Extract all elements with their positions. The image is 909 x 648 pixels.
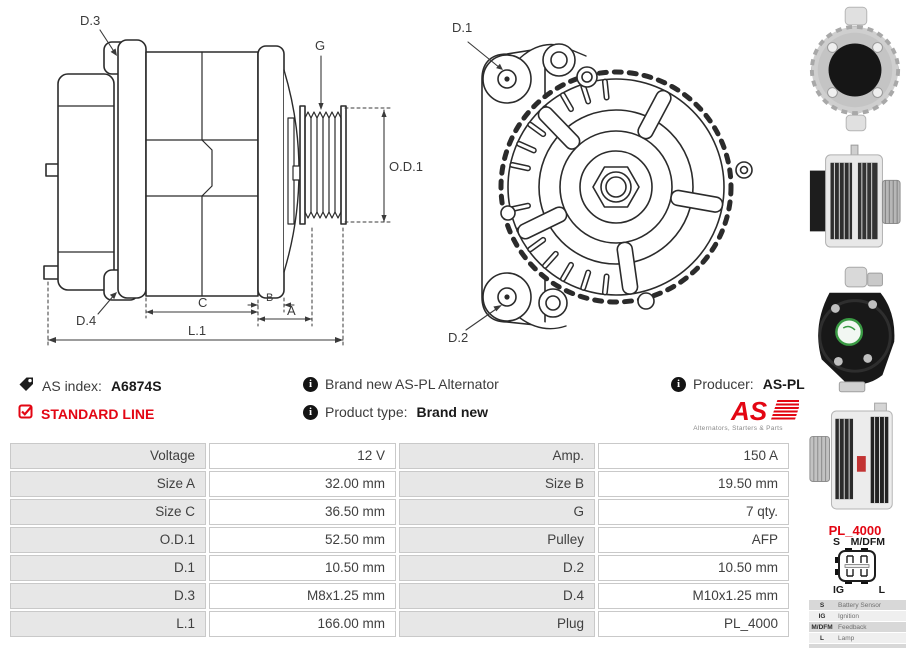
as-index-row: [18, 376, 162, 396]
dim-label-g: G: [315, 38, 326, 53]
legend-key: M/DFM: [811, 623, 833, 631]
standard-line-label: STANDARD LINE: [41, 405, 155, 422]
spec-label: Size A: [10, 471, 206, 497]
standard-line-row: [18, 404, 154, 423]
dim-label-c: C: [198, 295, 208, 310]
pin-label-s: S: [833, 536, 841, 548]
spec-value: 52.50 mm: [209, 527, 396, 553]
plug-pins-top: [833, 536, 885, 548]
spec-value: 150 A: [598, 443, 789, 469]
producer-row: [671, 376, 805, 392]
info-icon: i: [303, 405, 318, 420]
spec-label: Plug: [399, 611, 595, 637]
pin-label-mdfm: M/DFM: [850, 536, 885, 548]
side-view-diagram: [44, 40, 346, 300]
legend-value: Ignition: [838, 612, 859, 620]
as-logo-tagline: Alternators, Starters & Parts: [693, 425, 783, 432]
front-view-diagram: [482, 44, 752, 329]
dim-label-d2: D.2: [448, 330, 469, 345]
dim-label-a: A: [287, 303, 296, 318]
spec-label: Voltage: [10, 443, 206, 469]
product-photo-rear[interactable]: [806, 264, 904, 396]
spec-value: 10.50 mm: [209, 555, 396, 581]
product-type-row: [303, 404, 488, 420]
as-logo-text: AS: [731, 396, 768, 426]
legend-row: [809, 633, 906, 643]
plug-legend: [809, 600, 906, 648]
dim-label-b: B: [266, 292, 274, 304]
as-index-label: AS index:: [42, 378, 102, 394]
spec-label: Pulley: [399, 527, 595, 553]
plug-pins-bottom: [833, 584, 885, 596]
legend-row: [809, 622, 906, 632]
spec-label: O.D.1: [10, 527, 206, 553]
spec-value: 32.00 mm: [209, 471, 396, 497]
legend-row: [809, 600, 906, 610]
dim-label-d1: D.1: [452, 20, 473, 35]
legend-row: [809, 611, 906, 621]
spec-label: Amp.: [399, 443, 595, 469]
dim-label-l1: L.1: [188, 323, 207, 338]
spec-label: Size B: [399, 471, 595, 497]
spec-table: [10, 443, 789, 637]
spec-value: 36.50 mm: [209, 499, 396, 525]
legend-key: IG: [818, 612, 826, 620]
legend-value: Battery Sensor: [838, 601, 881, 609]
spec-value: 12 V: [209, 443, 396, 469]
product-type-value: Brand new: [416, 404, 489, 420]
as-index-value: A6874S: [110, 378, 162, 394]
pin-label-ig: IG: [833, 584, 845, 596]
dim-label-d4: D.4: [76, 313, 97, 328]
info-icon: i: [303, 377, 318, 392]
product-photo-side-left[interactable]: [806, 400, 904, 516]
spec-label: D.1: [10, 555, 206, 581]
legend-value: Lamp: [838, 634, 855, 642]
info-icon: i: [671, 377, 686, 392]
legend-key: S: [819, 601, 825, 609]
spec-value: AFP: [598, 527, 789, 553]
plug-name: PL_4000: [828, 523, 882, 538]
spec-value: M10x1.25 mm: [598, 583, 789, 609]
spec-value: 10.50 mm: [598, 555, 789, 581]
pulley-ribs: [305, 112, 341, 218]
spec-value: 166.00 mm: [209, 611, 396, 637]
spec-label: L.1: [10, 611, 206, 637]
legend-value: Feedback: [838, 623, 867, 631]
product-photo-front[interactable]: [806, 4, 904, 136]
spec-label: D.4: [399, 583, 595, 609]
legend-row-empty: [809, 644, 906, 648]
plug-connector-diagram: [835, 548, 879, 584]
legend-key: L: [820, 634, 824, 642]
producer-value: AS-PL: [762, 376, 805, 392]
tag-icon: [18, 376, 35, 396]
spec-value: PL_4000: [598, 611, 789, 637]
description-row: [303, 376, 499, 392]
spec-value: M8x1.25 mm: [209, 583, 396, 609]
product-type-label: Product type:: [325, 404, 408, 420]
description-text: Brand new AS-PL Alternator: [325, 376, 499, 392]
spec-value: 7 qty.: [598, 499, 789, 525]
checked-checkbox-icon: [18, 404, 34, 423]
spec-label: G: [399, 499, 595, 525]
pin-label-l: L: [878, 584, 885, 596]
spec-label: D.2: [399, 555, 595, 581]
spec-label: D.3: [10, 583, 206, 609]
spec-value: 19.50 mm: [598, 471, 789, 497]
dim-label-d3: D.3: [80, 13, 101, 28]
dim-label-od1: O.D.1: [389, 159, 423, 174]
producer-label: Producer:: [693, 376, 754, 392]
spec-label: Size C: [10, 499, 206, 525]
product-photo-side-right[interactable]: [806, 142, 904, 258]
